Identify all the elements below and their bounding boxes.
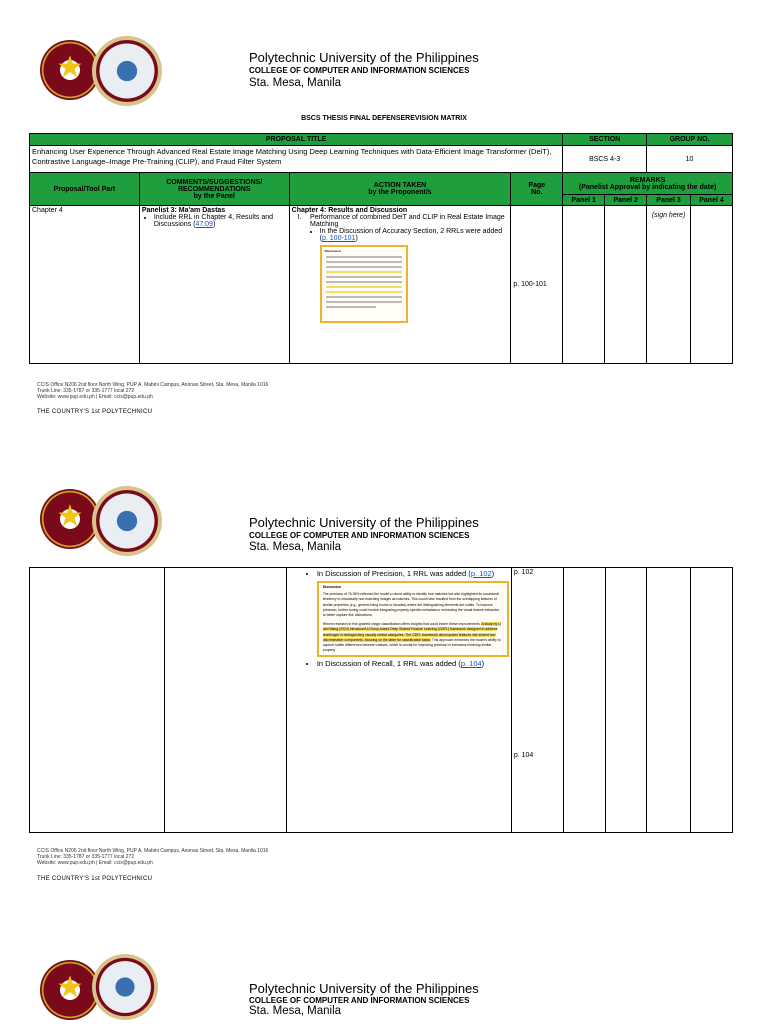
proposal-title: Enhancing User Experience Through Advanced Real Estate Image Matching Using Deep Learning Techniques with Data-Efficient Image Transformer (DeiT), Contrastive Language–Image Pre-Training (CLIP), and Fraud Filter System xyxy=(30,146,563,173)
panel-3-header: Panel 3 xyxy=(647,195,691,206)
row2-panel4 xyxy=(691,568,733,833)
action-bullet: • In the Discussion of Accuracy Section, 2 RRLs were added (p. 100-101) xyxy=(320,228,509,242)
row2-comments xyxy=(165,568,286,833)
ccis-seal-logo xyxy=(92,486,162,556)
page-link[interactable]: p. 100-101 xyxy=(322,235,356,242)
page-102-link[interactable]: p. 102 xyxy=(470,569,492,578)
col-page-header xyxy=(511,173,563,206)
comment-item: • Include RRL in Chapter 4, Results and Discussions (47:09) xyxy=(154,214,287,228)
row2-panel2 xyxy=(605,568,647,833)
city-name: Sta. Mesa, Manila xyxy=(249,541,342,553)
panel-1-header: Panel 1 xyxy=(563,195,605,206)
col-part-header: Proposal/Tool Part xyxy=(30,173,140,206)
footer-address: CCIS Office N206 2nd floor North Wing, PUP A. Mabini Campus, Anonas Street, Sta. Mesa, Manila 1016 Trunk Line: 335-1787 or 335-1777 local 272 Website: www.pup.edu.ph | Email: ccis@pup.edu.ph xyxy=(37,382,269,400)
footer-tagline: THE COUNTRY'S 1st POLYTECHNICU xyxy=(37,409,153,415)
section-header: SECTION xyxy=(563,134,647,146)
col-action-line1: ACTION TAKEN xyxy=(373,182,427,189)
precision-discussion-screenshot: Discussion The precision of 76.35% reflected the model's robust ability to identify true matches but also highlighted its occasional tendency to misclassify non-matching images as matches. This could have resulted from the overlapping features of similar properties (e.g., generic living rooms or facades) where the distinguishing elements are subtle. To improve precision, further tuning could involve integrating property-specific metadata or enhancing the visual feature extraction to better capture fine distinctions. Recent research in fine-grained image classification offers insights that could inform these improvements. A study by Li and Wang (2024) introduced a Group-based Deep Shared Feature Learning (GDFL) framework designed to address challenges in distinguishing visually similar categories. The GDFL framework decomposes features into shared and discriminative components, focusing on the latter for classification tasks. This approach enhances the model's ability to capture subtle differences between classes, which is crucial for improving precision in scenarios involving similar property xyxy=(317,581,509,657)
row2-action xyxy=(286,568,511,833)
row2-panel3 xyxy=(647,568,691,833)
revision-matrix-table xyxy=(29,133,733,364)
university-name: Polytechnic University of the Philippines xyxy=(249,981,479,996)
ccis-seal-logo xyxy=(92,954,158,1020)
group-header: GROUP NO. xyxy=(647,134,733,146)
col-action-line2: by the Proponent/s xyxy=(368,189,432,196)
page-ref-102: p. 102 xyxy=(513,569,534,576)
row1-part: Chapter 4 xyxy=(30,206,140,364)
col-page-line1: Page xyxy=(528,182,546,189)
row2-panel1 xyxy=(563,568,605,833)
university-name: Polytechnic University of the Philippines xyxy=(249,50,479,65)
row1-panel4 xyxy=(691,206,733,364)
panel-4-header: Panel 4 xyxy=(691,195,733,206)
action-numbered-item: I. Performance of combined DeiT and CLIP in Real Estate Image Matching xyxy=(297,214,505,228)
university-name: Polytechnic University of the Philippines xyxy=(249,515,479,530)
col-comments-header xyxy=(139,173,289,206)
footer-tagline: THE COUNTRY'S 1st POLYTECHNICU xyxy=(37,876,153,882)
col-remarks-line1: REMARKS xyxy=(629,176,666,184)
col-comments-line1: COMMENTS/SUGGESTIONS/ xyxy=(166,178,263,186)
row1-panel2 xyxy=(605,206,647,364)
document-title: BSCS THESIS FINAL DEFENSEREVISION MATRIX xyxy=(301,115,467,122)
col-remarks-line2: (Panelist Approval by indicating the date) xyxy=(578,183,717,191)
discussion-screenshot-thumbnail: Discussion xyxy=(320,245,408,323)
panel-2-header: Panel 2 xyxy=(605,195,647,206)
city-name: Sta. Mesa, Manila xyxy=(249,1005,342,1017)
section-value: BSCS 4-3 xyxy=(563,146,647,173)
college-name: COLLEGE OF COMPUTER AND INFORMATION SCIENCES xyxy=(249,66,470,75)
row2-page xyxy=(511,568,563,833)
page-104-link[interactable]: p. 104 xyxy=(460,659,482,669)
row1-action xyxy=(289,206,511,364)
row2-part xyxy=(30,568,165,833)
precision-bullet: • In Discussion of Precision, 1 RRL was added (p. 102) xyxy=(317,569,509,578)
row1-panel1 xyxy=(563,206,605,364)
action-heading: Chapter 4: Results and Discussion xyxy=(291,207,408,214)
page-ref-104: p. 104 xyxy=(513,752,534,759)
proposal-title-header: PROPOSAL TITLE xyxy=(30,134,563,146)
col-action-header xyxy=(289,173,511,206)
pup-seal-logo: ★ xyxy=(40,489,100,549)
pup-seal-logo: ★ xyxy=(40,40,100,100)
pup-seal-logo: ★ xyxy=(40,960,100,1020)
col-comments-line2: RECOMMENDATIONS xyxy=(177,185,251,193)
city-name: Sta. Mesa, Manila xyxy=(249,77,342,89)
revision-matrix-table-continued xyxy=(29,567,733,833)
col-remarks-header xyxy=(563,173,733,195)
timestamp-link[interactable]: 47:09 xyxy=(195,221,213,228)
college-name: COLLEGE OF COMPUTER AND INFORMATION SCIENCES xyxy=(249,531,470,540)
col-page-line2: No. xyxy=(531,189,543,196)
college-name: COLLEGE OF COMPUTER AND INFORMATION SCIENCES xyxy=(249,996,470,1005)
panelist-name: Panelist 3: Ma'am Dastas xyxy=(141,207,226,214)
row1-comments xyxy=(139,206,289,364)
footer-address: CCIS Office N206 2nd floor North Wing, PUP A. Mabini Campus, Anonas Street, Sta. Mesa, Manila 1016 Trunk Line: 335-1787 or 335-1777 local 272 Website: www.pup.edu.ph | Email: ccis@pup.edu.ph xyxy=(37,848,269,866)
col-comments-line3: by the Panel xyxy=(193,192,235,200)
ccis-seal-logo xyxy=(92,36,162,106)
row1-page: p. 100-101 xyxy=(511,206,563,364)
group-value: 10 xyxy=(647,146,733,173)
sign-here-placeholder[interactable]: (sign here) xyxy=(647,206,691,364)
recall-bullet: • In Discussion of Recall, 1 RRL was added (p. 104) xyxy=(317,659,509,668)
